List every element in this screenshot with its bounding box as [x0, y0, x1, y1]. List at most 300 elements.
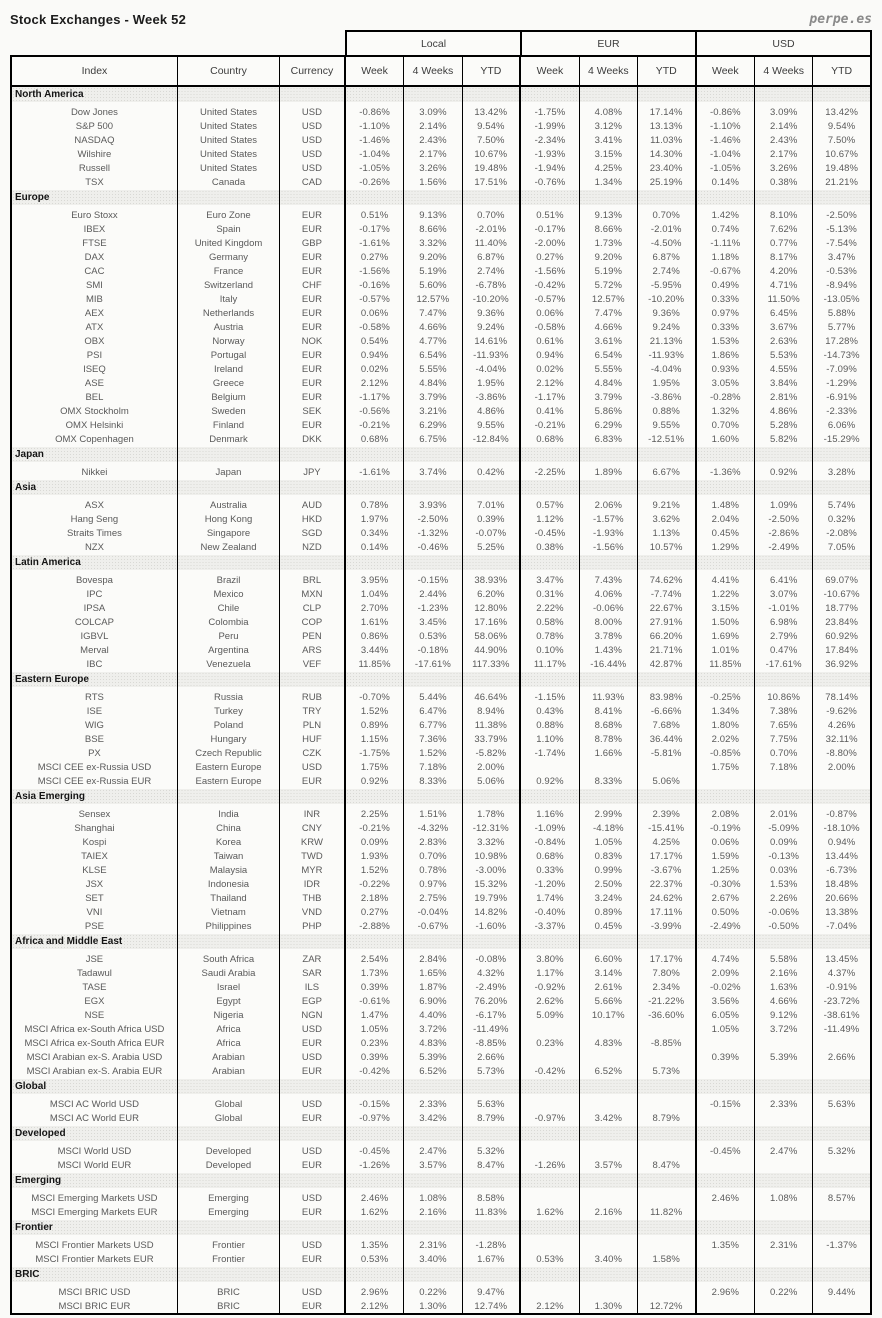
- table-row: [11, 320, 871, 334]
- value-cell: 0.32%: [813, 512, 871, 526]
- country-cell: Vietnam: [177, 905, 279, 919]
- value-cell: 3.15%: [579, 147, 637, 161]
- value-cell: 0.51%: [345, 208, 404, 222]
- currency-cell: MYR: [280, 863, 345, 877]
- value-cell: 7.75%: [755, 732, 813, 746]
- currency-cell: EUR: [280, 320, 345, 334]
- value-cell: 6.20%: [462, 587, 520, 601]
- country-cell: Eastern Europe: [177, 774, 279, 788]
- value-cell: -2.34%: [520, 133, 579, 147]
- section-header-row: [11, 934, 871, 949]
- value-cell: 4.32%: [462, 966, 520, 980]
- value-cell: 1.01%: [696, 643, 755, 657]
- value-cell: 2.12%: [520, 376, 579, 390]
- value-cell: 0.78%: [345, 498, 404, 512]
- value-cell: 1.75%: [345, 760, 404, 774]
- value-cell: -10.20%: [462, 292, 520, 306]
- index-cell: NZX: [11, 540, 177, 554]
- value-cell: 8.33%: [404, 774, 462, 788]
- country-cell: United States: [177, 133, 279, 147]
- value-cell: 5.66%: [579, 994, 637, 1008]
- value-cell: -11.93%: [637, 348, 695, 362]
- table-row: [11, 835, 871, 849]
- currency-cell: USD: [280, 760, 345, 774]
- value-cell: 7.47%: [579, 306, 637, 320]
- country-cell: Emerging: [177, 1205, 279, 1219]
- table-row: [11, 1064, 871, 1078]
- value-cell: 3.45%: [404, 615, 462, 629]
- value-cell: 2.74%: [462, 264, 520, 278]
- value-cell: -0.21%: [345, 821, 404, 835]
- currency-cell: CLP: [280, 601, 345, 615]
- value-cell: 2.25%: [345, 807, 404, 821]
- value-cell: 2.17%: [404, 147, 462, 161]
- table-row: [11, 264, 871, 278]
- value-cell: 0.68%: [520, 432, 579, 446]
- value-cell: 0.47%: [755, 643, 813, 657]
- country-cell: United States: [177, 161, 279, 175]
- value-cell: 4.66%: [404, 320, 462, 334]
- value-cell: [579, 1022, 637, 1036]
- value-cell: 0.54%: [345, 334, 404, 348]
- value-cell: 11.82%: [637, 1205, 695, 1219]
- value-cell: 0.49%: [696, 278, 755, 292]
- value-cell: 7.01%: [462, 498, 520, 512]
- value-cell: 0.86%: [345, 629, 404, 643]
- value-cell: 19.79%: [462, 891, 520, 905]
- value-cell: 4.84%: [579, 376, 637, 390]
- value-cell: 6.83%: [579, 432, 637, 446]
- value-cell: 1.50%: [696, 615, 755, 629]
- value-cell: 1.58%: [637, 1252, 695, 1266]
- currency-cell: CZK: [280, 746, 345, 760]
- value-cell: 83.98%: [637, 690, 695, 704]
- table-row: [11, 615, 871, 629]
- value-cell: 1.67%: [462, 1252, 520, 1266]
- table-row: [11, 432, 871, 446]
- value-cell: -1.10%: [345, 119, 404, 133]
- value-cell: 2.12%: [345, 1299, 404, 1314]
- value-cell: -8.85%: [462, 1036, 520, 1050]
- index-cell: RTS: [11, 690, 177, 704]
- currency-cell: AUD: [280, 498, 345, 512]
- value-cell: [813, 1299, 871, 1314]
- value-cell: 2.16%: [579, 1205, 637, 1219]
- value-cell: 18.48%: [813, 877, 871, 891]
- value-cell: -0.06%: [579, 601, 637, 615]
- value-cell: -0.13%: [755, 849, 813, 863]
- value-cell: 11.93%: [579, 690, 637, 704]
- value-cell: 6.52%: [404, 1064, 462, 1078]
- value-cell: 1.32%: [696, 404, 755, 418]
- value-cell: 4.71%: [755, 278, 813, 292]
- value-cell: 3.93%: [404, 498, 462, 512]
- value-cell: -0.17%: [345, 222, 404, 236]
- value-cell: 0.94%: [345, 348, 404, 362]
- value-cell: -0.57%: [520, 292, 579, 306]
- value-cell: 2.67%: [696, 891, 755, 905]
- value-cell: 4.66%: [579, 320, 637, 334]
- value-cell: 5.06%: [637, 774, 695, 788]
- value-cell: -1.17%: [345, 390, 404, 404]
- value-cell: 0.53%: [404, 629, 462, 643]
- section-header-row: [11, 1267, 871, 1282]
- section-header-row: [11, 1079, 871, 1094]
- value-cell: 4.06%: [579, 587, 637, 601]
- value-cell: 2.43%: [755, 133, 813, 147]
- table-row: [11, 849, 871, 863]
- value-cell: 2.04%: [696, 512, 755, 526]
- section-header-row: [11, 789, 871, 804]
- value-cell: 23.40%: [637, 161, 695, 175]
- value-cell: 0.39%: [345, 980, 404, 994]
- currency-cell: ARS: [280, 643, 345, 657]
- index-cell: BSE: [11, 732, 177, 746]
- value-cell: 2.00%: [462, 760, 520, 774]
- value-cell: 14.82%: [462, 905, 520, 919]
- index-cell: FTSE: [11, 236, 177, 250]
- value-cell: 2.66%: [813, 1050, 871, 1064]
- column-header: Week: [520, 56, 579, 86]
- country-cell: Ireland: [177, 362, 279, 376]
- value-cell: -1.05%: [696, 161, 755, 175]
- value-cell: -0.18%: [404, 643, 462, 657]
- value-cell: 2.33%: [404, 1097, 462, 1111]
- value-cell: 0.22%: [755, 1285, 813, 1299]
- value-cell: 8.94%: [462, 704, 520, 718]
- currency-cell: VND: [280, 905, 345, 919]
- value-cell: [579, 760, 637, 774]
- value-cell: 4.83%: [579, 1036, 637, 1050]
- value-cell: 3.79%: [404, 390, 462, 404]
- value-cell: 21.71%: [637, 643, 695, 657]
- value-cell: 6.41%: [755, 573, 813, 587]
- value-cell: 3.57%: [404, 1158, 462, 1172]
- table-row: [11, 919, 871, 933]
- value-cell: [637, 1050, 695, 1064]
- country-cell: China: [177, 821, 279, 835]
- currency-cell: CAD: [280, 175, 345, 189]
- value-cell: 44.90%: [462, 643, 520, 657]
- value-cell: 3.62%: [637, 512, 695, 526]
- value-cell: 3.40%: [404, 1252, 462, 1266]
- value-cell: 6.52%: [579, 1064, 637, 1078]
- currency-cell: USD: [280, 1238, 345, 1252]
- value-cell: 0.39%: [462, 512, 520, 526]
- index-cell: IBC: [11, 657, 177, 671]
- value-cell: -0.86%: [345, 105, 404, 119]
- value-cell: 0.78%: [520, 629, 579, 643]
- value-cell: -12.84%: [462, 432, 520, 446]
- value-cell: [696, 1299, 755, 1314]
- value-cell: -1.29%: [813, 376, 871, 390]
- value-cell: 2.63%: [755, 334, 813, 348]
- value-cell: 1.62%: [345, 1205, 404, 1219]
- value-cell: 2.96%: [696, 1285, 755, 1299]
- value-cell: 0.14%: [696, 175, 755, 189]
- value-cell: [813, 774, 871, 788]
- country-cell: Greece: [177, 376, 279, 390]
- value-cell: -8.94%: [813, 278, 871, 292]
- currency-cell: SEK: [280, 404, 345, 418]
- index-cell: MSCI Arabian ex-S. Arabia USD: [11, 1050, 177, 1064]
- currency-cell: USD: [280, 1285, 345, 1299]
- value-cell: 0.68%: [520, 849, 579, 863]
- country-cell: BRIC: [177, 1285, 279, 1299]
- value-cell: -2.08%: [813, 526, 871, 540]
- value-cell: -4.50%: [637, 236, 695, 250]
- value-cell: 1.47%: [345, 1008, 404, 1022]
- table-row: [11, 119, 871, 133]
- country-cell: Turkey: [177, 704, 279, 718]
- value-cell: -1.56%: [345, 264, 404, 278]
- value-cell: 0.92%: [345, 774, 404, 788]
- value-cell: 0.89%: [579, 905, 637, 919]
- value-cell: [696, 774, 755, 788]
- value-cell: [755, 1252, 813, 1266]
- value-cell: -1.01%: [755, 601, 813, 615]
- value-cell: [637, 760, 695, 774]
- value-cell: 1.35%: [696, 1238, 755, 1252]
- value-cell: 17.17%: [637, 952, 695, 966]
- value-cell: 0.70%: [696, 418, 755, 432]
- country-cell: Global: [177, 1097, 279, 1111]
- value-cell: 0.27%: [345, 905, 404, 919]
- currency-cell: EUR: [280, 292, 345, 306]
- value-cell: 2.79%: [755, 629, 813, 643]
- value-cell: 0.99%: [579, 863, 637, 877]
- value-cell: 1.52%: [345, 863, 404, 877]
- country-cell: Brazil: [177, 573, 279, 587]
- value-cell: -7.09%: [813, 362, 871, 376]
- value-cell: -0.97%: [345, 1111, 404, 1125]
- value-cell: 2.44%: [404, 587, 462, 601]
- value-cell: 1.29%: [696, 540, 755, 554]
- currency-cell: KRW: [280, 835, 345, 849]
- value-cell: 74.62%: [637, 573, 695, 587]
- value-cell: 0.34%: [345, 526, 404, 540]
- value-cell: 3.26%: [755, 161, 813, 175]
- value-cell: -3.37%: [520, 919, 579, 933]
- value-cell: 1.43%: [579, 643, 637, 657]
- value-cell: 7.62%: [755, 222, 813, 236]
- value-cell: 4.83%: [404, 1036, 462, 1050]
- value-cell: [637, 1022, 695, 1036]
- table-row: [11, 161, 871, 175]
- value-cell: 2.22%: [520, 601, 579, 615]
- value-cell: -0.04%: [404, 905, 462, 919]
- value-cell: 5.28%: [755, 418, 813, 432]
- column-header: 4 Weeks: [579, 56, 637, 86]
- value-cell: [520, 1191, 579, 1205]
- index-cell: IGBVL: [11, 629, 177, 643]
- value-cell: -0.91%: [813, 980, 871, 994]
- value-cell: 3.67%: [755, 320, 813, 334]
- value-cell: 3.72%: [404, 1022, 462, 1036]
- currency-cell: USD: [280, 1097, 345, 1111]
- value-cell: -1.36%: [696, 465, 755, 479]
- value-cell: -5.09%: [755, 821, 813, 835]
- value-cell: 3.78%: [579, 629, 637, 643]
- value-cell: [579, 1238, 637, 1252]
- table-row: [11, 147, 871, 161]
- country-cell: Global: [177, 1111, 279, 1125]
- value-cell: 5.73%: [462, 1064, 520, 1078]
- value-cell: 0.43%: [520, 704, 579, 718]
- value-cell: 8.66%: [579, 222, 637, 236]
- value-cell: 9.54%: [813, 119, 871, 133]
- table-row: [11, 1205, 871, 1219]
- value-cell: -2.49%: [462, 980, 520, 994]
- value-cell: 0.23%: [520, 1036, 579, 1050]
- table-row: [11, 718, 871, 732]
- value-cell: 4.41%: [696, 573, 755, 587]
- value-cell: 2.66%: [462, 1050, 520, 1064]
- table-row: [11, 418, 871, 432]
- value-cell: 3.32%: [404, 236, 462, 250]
- index-cell: PSI: [11, 348, 177, 362]
- index-cell: SMI: [11, 278, 177, 292]
- value-cell: 0.77%: [755, 236, 813, 250]
- value-cell: [755, 1036, 813, 1050]
- value-cell: -0.15%: [345, 1097, 404, 1111]
- value-cell: -1.46%: [345, 133, 404, 147]
- country-cell: Venezuela: [177, 657, 279, 671]
- value-cell: 2.96%: [345, 1285, 404, 1299]
- table-row: [11, 657, 871, 671]
- index-cell: Hang Seng: [11, 512, 177, 526]
- value-cell: -0.26%: [345, 175, 404, 189]
- value-cell: 0.97%: [696, 306, 755, 320]
- value-cell: 0.68%: [345, 432, 404, 446]
- value-cell: 2.16%: [755, 966, 813, 980]
- value-cell: 3.95%: [345, 573, 404, 587]
- value-cell: [696, 1205, 755, 1219]
- value-cell: -0.06%: [755, 905, 813, 919]
- currency-cell: USD: [280, 119, 345, 133]
- brand-link[interactable]: perpe.es: [809, 12, 872, 27]
- index-cell: PX: [11, 746, 177, 760]
- table-row: [11, 376, 871, 390]
- index-cell: TASE: [11, 980, 177, 994]
- value-cell: 1.05%: [579, 835, 637, 849]
- country-cell: United States: [177, 105, 279, 119]
- index-cell: NASDAQ: [11, 133, 177, 147]
- country-cell: Developed: [177, 1144, 279, 1158]
- value-cell: 0.70%: [637, 208, 695, 222]
- value-cell: 4.25%: [579, 161, 637, 175]
- value-cell: 2.01%: [755, 807, 813, 821]
- value-cell: -3.86%: [637, 390, 695, 404]
- value-cell: 0.39%: [696, 1050, 755, 1064]
- country-cell: Frontier: [177, 1252, 279, 1266]
- value-cell: -11.93%: [462, 348, 520, 362]
- value-cell: 2.31%: [404, 1238, 462, 1252]
- value-cell: -12.31%: [462, 821, 520, 835]
- value-cell: 2.02%: [696, 732, 755, 746]
- value-cell: 7.80%: [637, 966, 695, 980]
- country-cell: Arabian: [177, 1050, 279, 1064]
- value-cell: 5.73%: [637, 1064, 695, 1078]
- value-cell: 8.78%: [579, 732, 637, 746]
- index-cell: OMX Copenhagen: [11, 432, 177, 446]
- value-cell: 11.85%: [345, 657, 404, 671]
- country-cell: BRIC: [177, 1299, 279, 1314]
- table-row: [11, 175, 871, 189]
- value-cell: 0.33%: [520, 863, 579, 877]
- table-row: [11, 807, 871, 821]
- value-cell: 1.34%: [579, 175, 637, 189]
- currency-cell: EUR: [280, 208, 345, 222]
- country-cell: Sweden: [177, 404, 279, 418]
- value-cell: 1.73%: [345, 966, 404, 980]
- value-cell: 3.47%: [520, 573, 579, 587]
- country-cell: Denmark: [177, 432, 279, 446]
- value-cell: 9.54%: [462, 119, 520, 133]
- value-cell: -10.20%: [637, 292, 695, 306]
- value-cell: 5.55%: [404, 362, 462, 376]
- table-row: [11, 704, 871, 718]
- value-cell: 11.38%: [462, 718, 520, 732]
- value-cell: 3.09%: [755, 105, 813, 119]
- value-cell: 0.70%: [755, 746, 813, 760]
- value-cell: [755, 1111, 813, 1125]
- value-cell: 13.13%: [637, 119, 695, 133]
- value-cell: 0.38%: [520, 540, 579, 554]
- country-cell: India: [177, 807, 279, 821]
- value-cell: -38.61%: [813, 1008, 871, 1022]
- value-cell: 1.30%: [404, 1299, 462, 1314]
- value-cell: -1.11%: [696, 236, 755, 250]
- value-cell: 2.18%: [345, 891, 404, 905]
- value-cell: 5.63%: [813, 1097, 871, 1111]
- country-cell: Poland: [177, 718, 279, 732]
- country-cell: Hungary: [177, 732, 279, 746]
- section-name: Africa and Middle East: [11, 934, 177, 949]
- value-cell: 0.88%: [637, 404, 695, 418]
- currency-cell: USD: [280, 1144, 345, 1158]
- value-cell: 7.68%: [637, 718, 695, 732]
- top-bar: [0, 0, 882, 30]
- index-cell: Bovespa: [11, 573, 177, 587]
- country-cell: Italy: [177, 292, 279, 306]
- currency-cell: COP: [280, 615, 345, 629]
- currency-cell: USD: [280, 147, 345, 161]
- value-cell: -14.73%: [813, 348, 871, 362]
- value-cell: 8.17%: [755, 250, 813, 264]
- value-cell: -11.49%: [813, 1022, 871, 1036]
- currency-cell: NOK: [280, 334, 345, 348]
- value-cell: -0.70%: [345, 690, 404, 704]
- currency-cell: USD: [280, 1050, 345, 1064]
- value-cell: 0.94%: [520, 348, 579, 362]
- value-cell: 5.60%: [404, 278, 462, 292]
- value-cell: 58.06%: [462, 629, 520, 643]
- value-cell: -0.19%: [696, 821, 755, 835]
- value-cell: -1.46%: [696, 133, 755, 147]
- value-cell: -4.04%: [462, 362, 520, 376]
- value-cell: 8.41%: [579, 704, 637, 718]
- value-cell: 3.32%: [462, 835, 520, 849]
- table-row: [11, 222, 871, 236]
- value-cell: -4.18%: [579, 821, 637, 835]
- value-cell: [637, 1097, 695, 1111]
- table-row: [11, 980, 871, 994]
- value-cell: 8.47%: [462, 1158, 520, 1172]
- value-cell: 1.61%: [345, 615, 404, 629]
- column-header: Index: [11, 56, 177, 86]
- table-row: [11, 348, 871, 362]
